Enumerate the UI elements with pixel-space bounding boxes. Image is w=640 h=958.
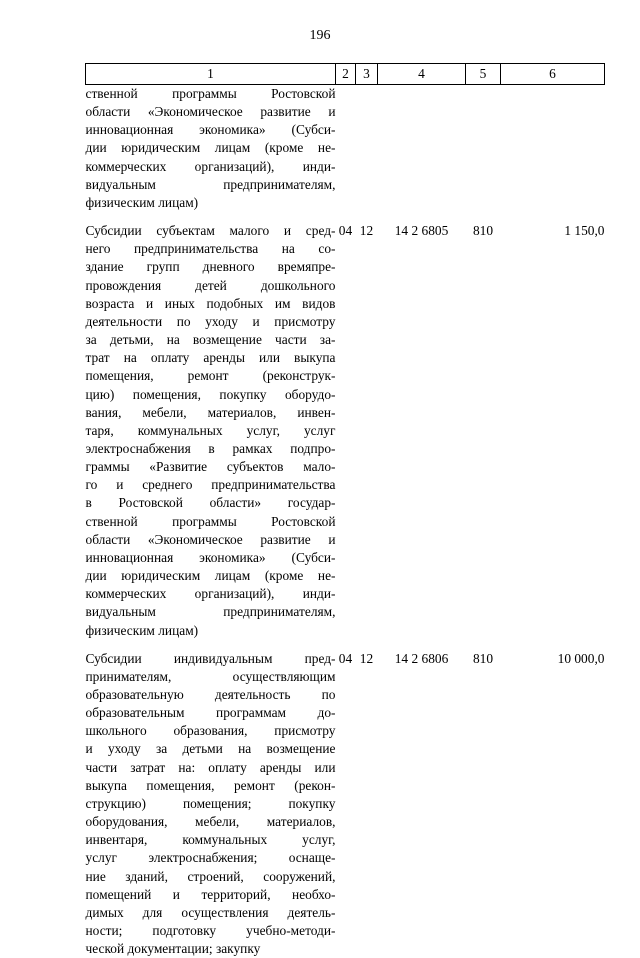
description-line: образовательным программам до-: [85, 705, 336, 721]
budget-table: [85, 63, 605, 958]
description-line: ственной программы Ростовской: [85, 86, 336, 101]
row-description: [86, 85, 336, 213]
description-line: инновационная экономика» (Субси-: [85, 549, 336, 565]
description-line: видуальным предпринимателям,: [85, 604, 336, 620]
description-line: Субсидии индивидуальным пред-: [85, 650, 336, 666]
table-row: [86, 650, 605, 958]
description-line: за детьми, на возмещение части за-: [85, 332, 336, 348]
row-spacer: [86, 640, 605, 650]
section-code: [336, 85, 356, 213]
description-line: области «Экономическое развитие и: [85, 531, 336, 547]
description-line: коммерческих организаций), инди-: [85, 158, 336, 174]
description-line: дии юридическим лицам (кроме не-: [85, 140, 336, 156]
description-line: возраста и иных подобных им видов: [85, 295, 336, 311]
description-line: физическим лицам): [85, 194, 199, 210]
description-line: помещения, ремонт (реконструк-: [85, 368, 336, 384]
description-line: ческой документации; закупку: [85, 941, 261, 957]
target-article-code: 14 2 6806: [394, 650, 449, 666]
description-line: части затрат на: оплату аренды или: [85, 759, 336, 775]
subsection-code: [356, 85, 378, 213]
description-line: выкупа помещения, ремонт (рекон-: [85, 777, 336, 793]
description-line: школьного образования, присмотру: [85, 723, 336, 739]
description-line: в Ростовской области» государ-: [85, 495, 336, 511]
target-article-code: 14 2 6805: [394, 223, 449, 239]
description-line: физическим лицам): [85, 622, 199, 638]
description-line: вания, мебели, материалов, инвен-: [85, 404, 336, 420]
table-row: [86, 85, 605, 213]
column-header-2: 2: [336, 64, 356, 85]
description-line: ние зданий, строений, сооружений,: [85, 868, 336, 884]
amount-value: 10 000,0: [557, 650, 605, 666]
section-code: 04: [338, 223, 353, 239]
column-header-4: 4: [378, 64, 466, 85]
description-line: инвентаря, коммунальных услуг,: [85, 832, 336, 848]
description-line: здание групп дневного времяпре-: [85, 259, 336, 275]
description-line: таря, коммунальных услуг, услуг: [85, 422, 336, 438]
column-header-5: 5: [466, 64, 501, 85]
subsection-code: 12: [359, 650, 374, 666]
description-line: области «Экономическое развитие и: [85, 104, 336, 120]
description-line: го и среднего предпринимательства: [85, 477, 336, 493]
description-line: дии юридическим лицам (кроме не-: [85, 568, 336, 584]
amount-value: [501, 85, 605, 213]
description-line: трат на оплату аренды или выкупа: [85, 350, 336, 366]
description-line: ственной программы Ростовской: [85, 513, 336, 529]
description-line: оборудования, мебели, материалов,: [85, 814, 336, 830]
description-line: образовательную деятельность по: [85, 687, 336, 702]
row-description: [86, 650, 336, 958]
table-row: [86, 222, 605, 640]
row-spacer: [86, 212, 605, 222]
table-header-row: [86, 64, 605, 85]
column-header-6: 6: [501, 64, 605, 85]
row-description: [86, 222, 336, 640]
description-line: услуг электроснабжения; оснаще-: [85, 850, 336, 866]
page-number: 196: [309, 28, 331, 43]
description-line: инновационная экономика» (Субси-: [85, 122, 336, 138]
description-line: деятельности по уходу и присмотру: [85, 313, 336, 329]
description-line: электроснабжения в рамках подпро-: [85, 440, 336, 456]
description-line: Субсидии субъектам малого и сред-: [85, 223, 336, 239]
description-line: ности; подготовку учебно-методи-: [85, 923, 336, 939]
description-line: него предпринимательства на со-: [85, 241, 336, 257]
description-line: коммерческих организаций), инди-: [85, 586, 336, 602]
description-line: граммы «Развитие субъектов мало-: [85, 459, 336, 475]
target-article-code: [378, 85, 466, 213]
description-line: струкцию) помещения; покупку: [85, 795, 336, 811]
amount-value: 1 150,0: [564, 223, 605, 239]
description-line: провождения детей дошкольного: [85, 277, 336, 293]
expense-type-code: 810: [472, 650, 494, 666]
column-header-3: 3: [356, 64, 378, 85]
section-code: 04: [338, 650, 353, 666]
expense-type-code: [466, 85, 501, 213]
description-line: цию) помещения, покупку оборудо-: [85, 386, 336, 402]
expense-type-code: 810: [472, 223, 494, 239]
description-line: димых для осуществления деятель-: [85, 904, 336, 920]
subsection-code: 12: [359, 223, 374, 239]
description-line: принимателям, осуществляющим: [85, 668, 336, 684]
description-line: и уходу за детьми на возмещение: [85, 741, 336, 757]
description-line: помещений и территорий, необхо-: [85, 886, 336, 902]
column-header-1: 1: [86, 64, 336, 85]
description-line: видуальным предпринимателям,: [85, 176, 336, 192]
